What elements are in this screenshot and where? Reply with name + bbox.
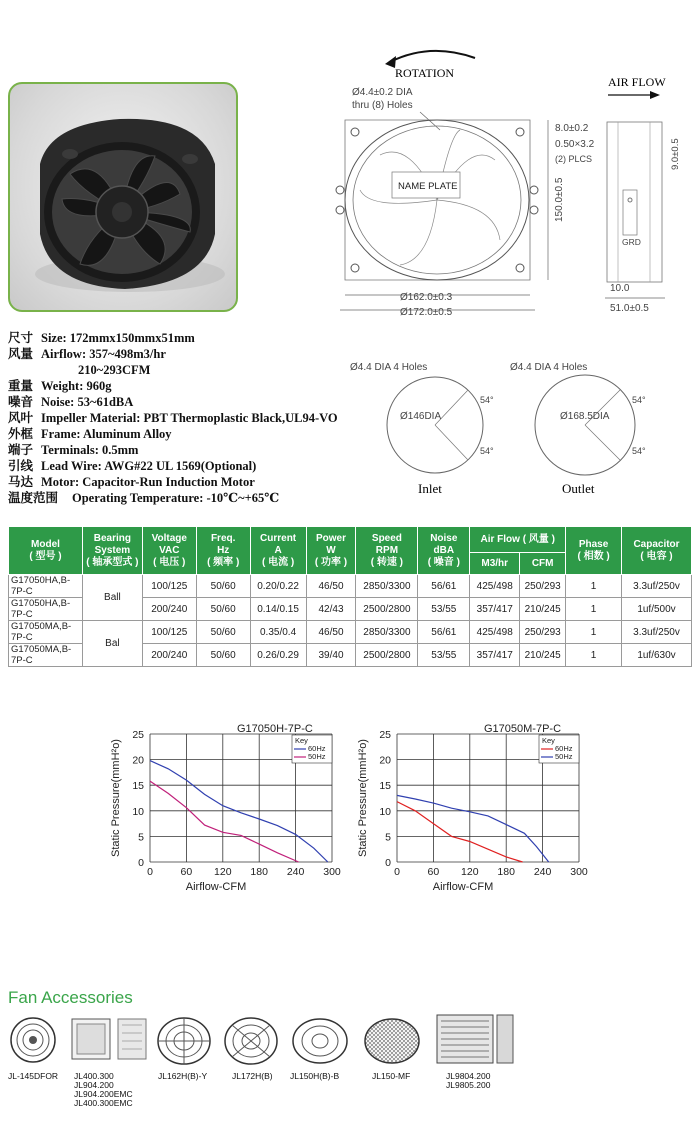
y-axis-label: Static Pressure(mmH²o) (110, 739, 122, 857)
acc-label: JL9804.200 (446, 1071, 491, 1081)
acc-label: JL-145DFOR (8, 1071, 59, 1081)
outlet-angle-top: 54° (632, 395, 646, 405)
spec-motor: 马达 Motor: Capacitor-Run Induction Motor (8, 475, 255, 489)
series-line-50hz (150, 781, 299, 862)
x-tick-label: 300 (323, 866, 341, 878)
spec-terminals: 端子 Terminals: 0.5mm (8, 443, 139, 457)
y-tick-label: 25 (379, 729, 391, 741)
guard-round-wire-icon (8, 1015, 58, 1065)
acc-label: JL400.300EMC (74, 1098, 133, 1108)
x-axis-label: Airflow-CFM (432, 881, 494, 892)
th-speed: Speed RPM ( 转速 ) (356, 527, 418, 575)
dim-172: Ø172.0±0.5 (400, 307, 453, 318)
th-freq: Freq. Hz ( 频率 ) (196, 527, 250, 575)
table-row: G17050MA,B-7P-C 200/240 50/60 0.26/0.29 39/40 2500/2800 53/55 357/417 210/245 1 1uf/630v (9, 644, 692, 667)
inlet-holes-label: Ø4.4 DIA 4 Holes (350, 362, 428, 373)
x-tick-label: 60 (180, 866, 193, 878)
outlet-label: Outlet (562, 481, 595, 496)
x-tick-label: 300 (570, 866, 588, 878)
air-flow-label: AIR FLOW (608, 75, 666, 89)
th-power: Power W ( 功率 ) (306, 527, 356, 575)
accessories-title: Fan Accessories (8, 988, 133, 1007)
x-tick-label: 60 (427, 866, 440, 878)
th-capacitor: Capacitor ( 电容 ) (622, 527, 692, 575)
chart-g17050m (352, 722, 597, 892)
acc-label: JL400.300 (74, 1071, 114, 1081)
guard-mesh-icon (362, 1015, 422, 1067)
th-voltage: Voltage VAC ( 电压 ) (142, 527, 196, 575)
y-tick-label: 20 (132, 754, 144, 767)
legend-entry: 60Hz (308, 744, 326, 753)
spec-airflow-cfm: 210~293CFM (78, 363, 151, 377)
acc-label: JL150-MF (372, 1071, 411, 1081)
x-tick-label: 240 (533, 866, 552, 878)
chart-title: G17050H-7P-C (237, 723, 313, 735)
spec-impeller: 风叶 Impeller Material: PBT Thermoplastic Black,UL94-VO (8, 411, 338, 425)
legend-entry: 60Hz (555, 744, 573, 753)
spec-weight: 重量 Weight: 960g (8, 379, 112, 393)
th-model: Model ( 型号 ) (9, 527, 83, 575)
table-row: G17050HA,B-7P-C Ball 100/125 50/60 0.20/0.22 46/50 2850/3300 56/61 425/498 250/293 1 3.3uf/250v (9, 575, 692, 598)
y-tick-label: 25 (132, 729, 144, 741)
x-tick-label: 180 (497, 866, 515, 878)
hole-dia-label: Ø4.4±0.2 DIA (352, 87, 413, 98)
y-tick-label: 10 (132, 805, 144, 818)
hole-thru-label: thru (8) Holes (352, 100, 413, 111)
th-phase: Phase ( 相数 ) (566, 527, 622, 575)
x-axis-label: Airflow-CFM (185, 881, 247, 892)
y-tick-label: 20 (379, 754, 391, 767)
chart-title: G17050M-7P-C (484, 723, 562, 735)
height-dimension: 150.0±0.5 (554, 177, 565, 222)
dim-9: 9.0±0.5 (670, 138, 681, 170)
rotation-label: ROTATION (395, 66, 455, 80)
spec-table (8, 526, 692, 667)
legend-entry: 50Hz (308, 752, 326, 761)
acc-label: JL162H(B)-Y (158, 1071, 208, 1081)
y-tick-label: 5 (385, 831, 391, 844)
y-tick-label: 0 (385, 857, 391, 869)
y-tick-label: 15 (379, 780, 391, 793)
th-bearing: Bearing System ( 轴承型式 ) (82, 527, 142, 575)
th-airflow: Air Flow ( 风量 ) (470, 527, 566, 553)
spec-lead-wire: 引线 Lead Wire: AWG#22 UL 1569(Optional) (8, 459, 257, 473)
dim-51: 51.0±0.5 (610, 303, 649, 314)
dim-050: 0.50×3.2 (555, 139, 595, 150)
x-tick-label: 240 (286, 866, 305, 878)
x-tick-label: 180 (250, 866, 268, 878)
y-tick-label: 5 (138, 831, 144, 844)
inlet-angle-bottom: 54° (480, 446, 494, 456)
acc-label: JL9805.200 (446, 1080, 491, 1090)
y-tick-label: 10 (379, 805, 391, 818)
spec-frame: 外框 Frame: Aluminum Alloy (8, 427, 172, 441)
th-m3hr: M3/hr (470, 553, 520, 575)
dim-plcs: (2) PLCS (555, 154, 593, 164)
th-current: Current A ( 电流 ) (250, 527, 306, 575)
acc-label: JL172H(B) (232, 1071, 273, 1081)
th-noise: Noise dBA ( 噪音 ) (418, 527, 470, 575)
inlet-angle-top: 54° (480, 395, 494, 405)
chart-g17050h (105, 722, 350, 892)
legend-title: Key (542, 736, 555, 745)
spec-list (8, 330, 398, 506)
dim-10: 10.0 (610, 283, 630, 294)
filter-square-icon (70, 1015, 150, 1065)
name-plate-label: NAME PLATE (398, 181, 458, 192)
series-line-50hz (397, 795, 549, 862)
y-tick-label: 15 (132, 780, 144, 793)
acc-label: JL150H(B)-B (290, 1071, 340, 1081)
spec-temperature: 温度范围 Operating Temperature: -10℃~+65℃ (8, 491, 280, 505)
outlet-angle-bottom: 54° (632, 446, 646, 456)
fan-illustration (10, 84, 236, 310)
grd-label: GRD (622, 237, 641, 247)
acc-label: JL904.200 (74, 1080, 114, 1090)
x-tick-label: 0 (147, 866, 153, 878)
legend-title: Key (295, 736, 308, 745)
guard-oval-heavy-icon (155, 1015, 213, 1067)
x-tick-label: 0 (394, 866, 400, 878)
dim-162: Ø162.0±0.3 (400, 292, 453, 303)
spec-airflow: 风量 Airflow: 357~498m3/hr (8, 347, 166, 361)
table-row: G17050MA,B-7P-C Bal 100/125 50/60 0.35/0.4 46/50 2850/3300 56/61 425/498 250/293 1 3.3uf/250v (9, 621, 692, 644)
outlet-dia-label: Ø168.5DIA (560, 411, 610, 422)
dim-8: 8.0±0.2 (555, 123, 589, 134)
filter-louvre-icon (435, 1013, 517, 1065)
guard-oval-icon (222, 1015, 280, 1067)
table-row: G17050HA,B-7P-C 200/240 50/60 0.14/0.15 42/43 2500/2800 53/55 357/417 210/245 1 1uf/500v (9, 598, 692, 621)
y-tick-label: 0 (138, 857, 144, 869)
acc-label: JL904.200EMC (74, 1089, 133, 1099)
spec-size: 尺寸 Size: 172mmx150mmx51mm (8, 331, 195, 345)
product-photo (8, 82, 238, 312)
th-cfm: CFM (520, 553, 566, 575)
spec-noise: 噪音 Noise: 53~61dBA (8, 395, 134, 409)
y-axis-label: Static Pressure(mmH²o) (357, 739, 369, 857)
series-line-60hz (150, 761, 328, 862)
outlet-holes-label: Ø4.4 DIA 4 Holes (510, 362, 588, 373)
dimension-drawing (300, 40, 700, 330)
x-tick-label: 120 (214, 866, 232, 878)
guard-oval-small-icon (290, 1015, 350, 1067)
x-tick-label: 120 (461, 866, 479, 878)
inlet-label: Inlet (418, 481, 442, 496)
legend-entry: 50Hz (555, 752, 573, 761)
inlet-dia-label: Ø146DIA (400, 411, 442, 422)
